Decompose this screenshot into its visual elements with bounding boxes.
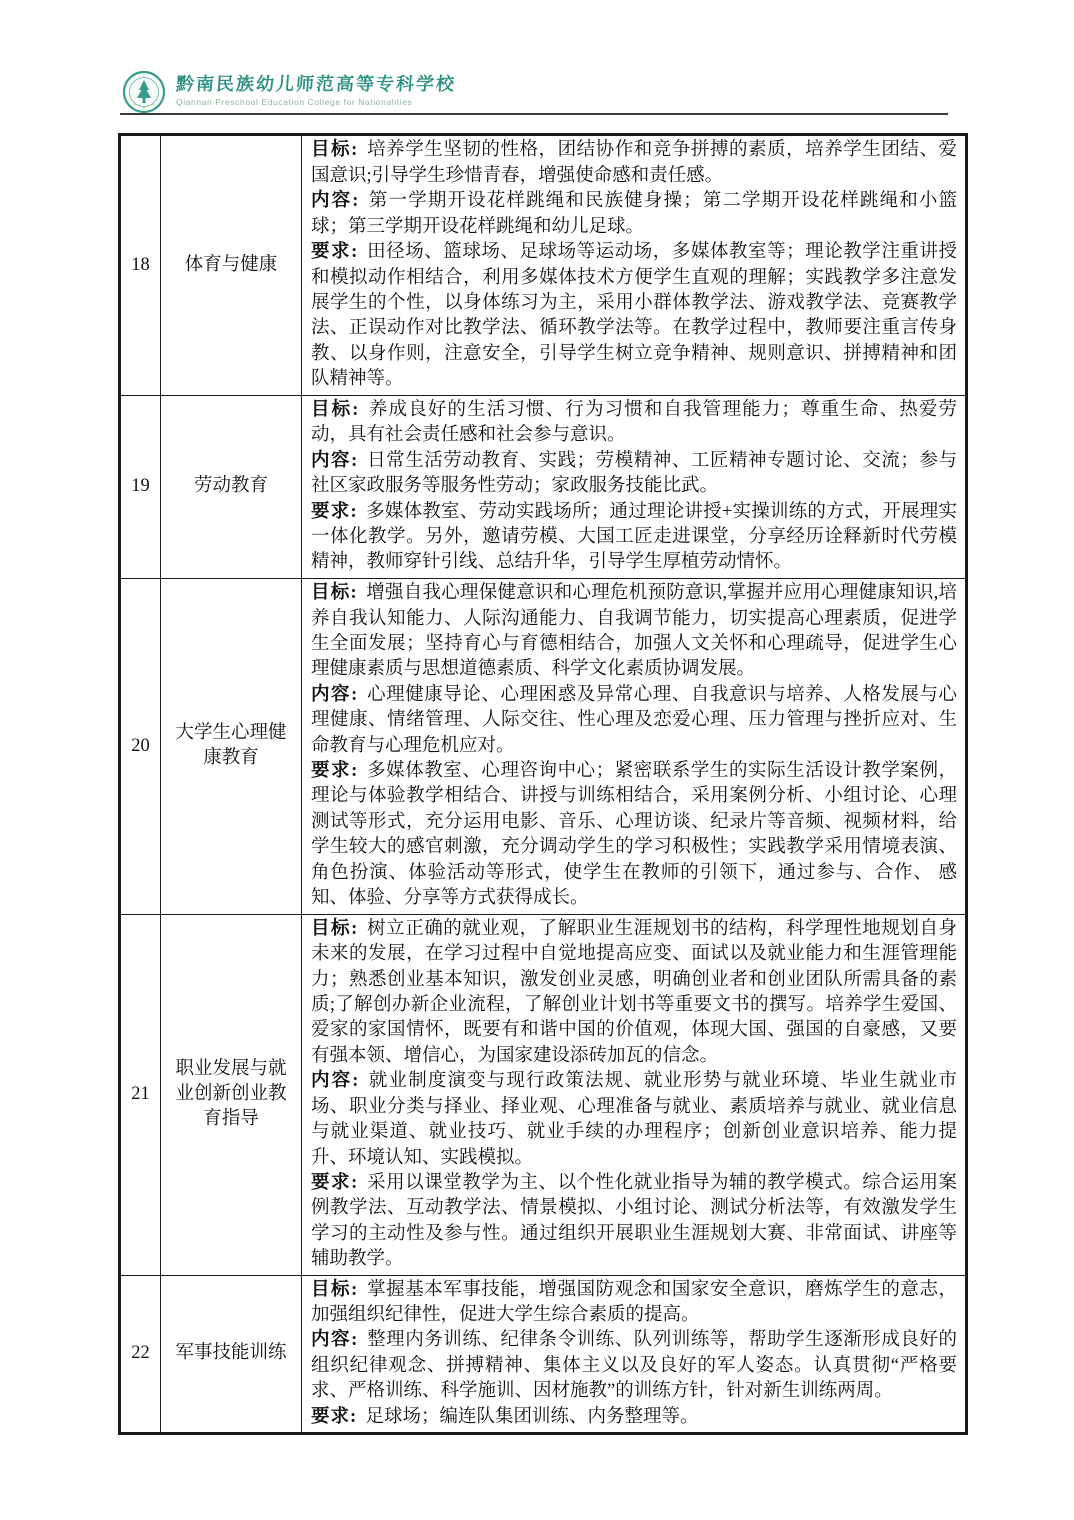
requirement-paragraph <box>311 759 957 911</box>
section-label: 目标: <box>311 400 360 420</box>
section-label: 要求: <box>311 501 358 522</box>
course-detail-cell <box>302 1275 967 1433</box>
section-label: 要求: <box>311 1406 358 1427</box>
content-paragraph <box>311 683 957 759</box>
requirement-paragraph <box>311 500 957 576</box>
header-rule <box>120 113 948 115</box>
course-number: 22 <box>120 1275 161 1433</box>
section-text: 采用以课堂教学为主、以个性化就业指导为辅的教学模式。综合运用案例教学法、互动教学法、情景模拟、小组讨论、测试分析法等，有效激发学生学习的主动性及参与性。通过组织开展职业生涯规划大赛、非常面试、讲座等辅助教学。 <box>311 1172 957 1270</box>
section-text: 培养学生坚韧的性格，团结协作和竞争拼搏的素质，培养学生团结、爱国意识;引导学生珍惜青春，增强使命感和责任感。 <box>311 140 957 186</box>
table-row <box>120 914 967 1275</box>
section-text: 多媒体教室、劳动实践场所；通过理论讲授+实操训练的方式，开展理实一体化教学。另外，邀请劳模、大国工匠走进课堂，分享经历诠释新时代劳模精神，教师穿针引线、总结升华，引导学生厚植劳动情怀。 <box>311 501 957 573</box>
section-text: 就业制度演变与现行政策法规、就业形势与就业环境、毕业生就业市场、职业分类与择业、择业观、心理准备与就业、素质培养与就业、就业信息与就业渠道、就业技巧、就业手续的办理程序；创新创业意识培养、能力提升、环境认知、实践模拟。 <box>311 1071 957 1168</box>
section-text: 增强自我心理保健意识和心理危机预防意识,掌握并应用心理健康知识,培养自我认知能力、人际沟通能力、自我调节能力，切实提高心理素质，促进学生全面发展；坚持育心与育德相结合，加强人文关怀和心理疏导，促进学生心理健康素质与思想道德素质、科学文化素质协调发展。 <box>311 583 957 680</box>
section-label: 内容: <box>311 1071 360 1092</box>
requirement-paragraph <box>311 1405 957 1430</box>
content-paragraph <box>311 449 957 500</box>
section-label: 内容: <box>311 684 359 705</box>
course-number: 19 <box>120 396 161 579</box>
content-paragraph <box>311 1069 957 1171</box>
course-number: 20 <box>120 578 161 914</box>
course-name: 职业发展与就业创新创业教育指导 <box>161 914 302 1275</box>
section-label: 要求: <box>311 242 359 263</box>
college-name-en: Qiannan Preschool Education College for Nationalities <box>176 97 413 107</box>
goal-paragraph <box>311 581 957 683</box>
section-text: 心理健康导论、心理困惑及异常心理、自我意识与培养、人格发展与心理健康、情绪管理、人际交往、性心理及恋爱心理、压力管理与挫折应对、生命教育与心理危机应对。 <box>311 684 957 756</box>
section-label: 内容: <box>311 1330 359 1351</box>
course-name: 大学生心理健康教育 <box>161 578 302 914</box>
requirement-paragraph <box>311 1171 957 1273</box>
section-text: 田径场、篮球场、足球场等运动场，多媒体教室等；理论教学注重讲授和模拟动作相结合，利用多媒体技术方便学生直观的理解；实践教学多注意发展学生的个性，以身体练习为主，采用小群体教学法、游戏教学法、竞赛教学法、正误动作对比教学法、循环教学法等。在教学过程中，教师要注重言传身教、以身作则，注意安全，引导学生树立竞争精神、规则意识、拼搏精神和团队精神等。 <box>311 242 957 390</box>
goal-paragraph <box>311 917 957 1069</box>
goal-paragraph <box>311 138 957 189</box>
section-text: 足球场；编连队集团训练、内务整理等。 <box>365 1406 699 1427</box>
course-detail-cell <box>302 578 967 914</box>
section-text: 养成良好的生活习惯、行为习惯和自我管理能力；尊重生命、热爱劳动，具有社会责任感和社会参与意识。 <box>311 400 957 446</box>
section-text: 日常生活劳动教育、实践；劳模精神、工匠精神专题讨论、交流；参与社区家政服务等服务性劳动；家政服务技能比武。 <box>311 450 957 497</box>
course-name: 劳动教育 <box>161 396 302 579</box>
college-name-cn: 黔南民族幼儿师范高等专科学校 <box>175 74 457 94</box>
table-row <box>120 1275 967 1433</box>
section-label: 目标: <box>311 583 358 604</box>
goal-paragraph <box>311 398 957 449</box>
course-name: 军事技能训练 <box>161 1275 302 1433</box>
letterhead <box>122 70 950 114</box>
course-detail-cell <box>302 396 967 579</box>
curriculum-table <box>118 133 968 1435</box>
section-label: 目标: <box>311 140 359 161</box>
table-row <box>120 135 967 396</box>
goal-paragraph <box>311 1278 957 1329</box>
section-label: 要求: <box>311 761 359 782</box>
section-text: 树立正确的就业观，了解职业生涯规划书的结构，科学理性地规划自身未来的发展，在学习过程中自觉地提高应变、面试以及就业能力和生涯管理能力；熟悉创业基本知识，激发创业灵感，明确创业者和创业团队所需具备的素质;了解创办新企业流程，了解创业计划书等重要文书的撰写。培养学生爱国、爱家的家国情怀，既要有和谐中国的价值观，体现大国、强国的自豪感，又要有强本领、增信心，为国家建设添砖加瓦的信念。 <box>311 918 957 1066</box>
section-text: 多媒体教室、心理咨询中心；紧密联系学生的实际生活设计教学案例，理论与体验教学相结合、讲授与训练相结合，采用案例分析、小组讨论、心理测试等形式，充分运用电影、音乐、心理访谈、纪录片等音频、视频材料，给学生较大的感官刺激，充分调动学生的学习积极性；实践教学采用情境表演、角色扮演、体验活动等形式，使学生在教师的引领下，通过参与、合作、 感知、体验、分享等方式获得成长。 <box>311 761 957 909</box>
table-row <box>120 578 967 914</box>
course-detail-cell <box>302 135 967 396</box>
section-text: 第一学期开设花样跳绳和民族健身操；第二学期开设花样跳绳和小篮球；第三学期开设花样跳绳和幼儿足球。 <box>311 191 957 237</box>
course-number: 18 <box>120 135 161 396</box>
section-label: 目标: <box>311 918 359 939</box>
content-paragraph <box>311 1328 957 1404</box>
section-label: 内容: <box>311 191 360 212</box>
requirement-paragraph <box>311 240 957 392</box>
section-label: 要求: <box>311 1172 359 1193</box>
course-name: 体育与健康 <box>161 135 302 396</box>
section-label: 目标: <box>311 1279 359 1300</box>
section-text: 掌握基本军事技能，增强国防观念和国家安全意识，磨炼学生的意志，加强组织纪律性，促进大学生综合素质的提高。 <box>311 1279 957 1325</box>
section-label: 内容: <box>311 450 359 471</box>
college-seal-icon <box>122 70 166 114</box>
section-text: 整理内务训练、纪律条令训练、队列训练等，帮助学生逐渐形成良好的组织纪律观念、拼搏精神、集体主义以及良好的军人姿态。认真贯彻“严格要求、严格训练、科学施训、因材施教”的训练方针，针对新生训练两周。 <box>311 1330 957 1402</box>
table-row <box>120 396 967 579</box>
course-number: 21 <box>120 914 161 1275</box>
course-detail-cell <box>302 914 967 1275</box>
content-paragraph <box>311 189 957 240</box>
